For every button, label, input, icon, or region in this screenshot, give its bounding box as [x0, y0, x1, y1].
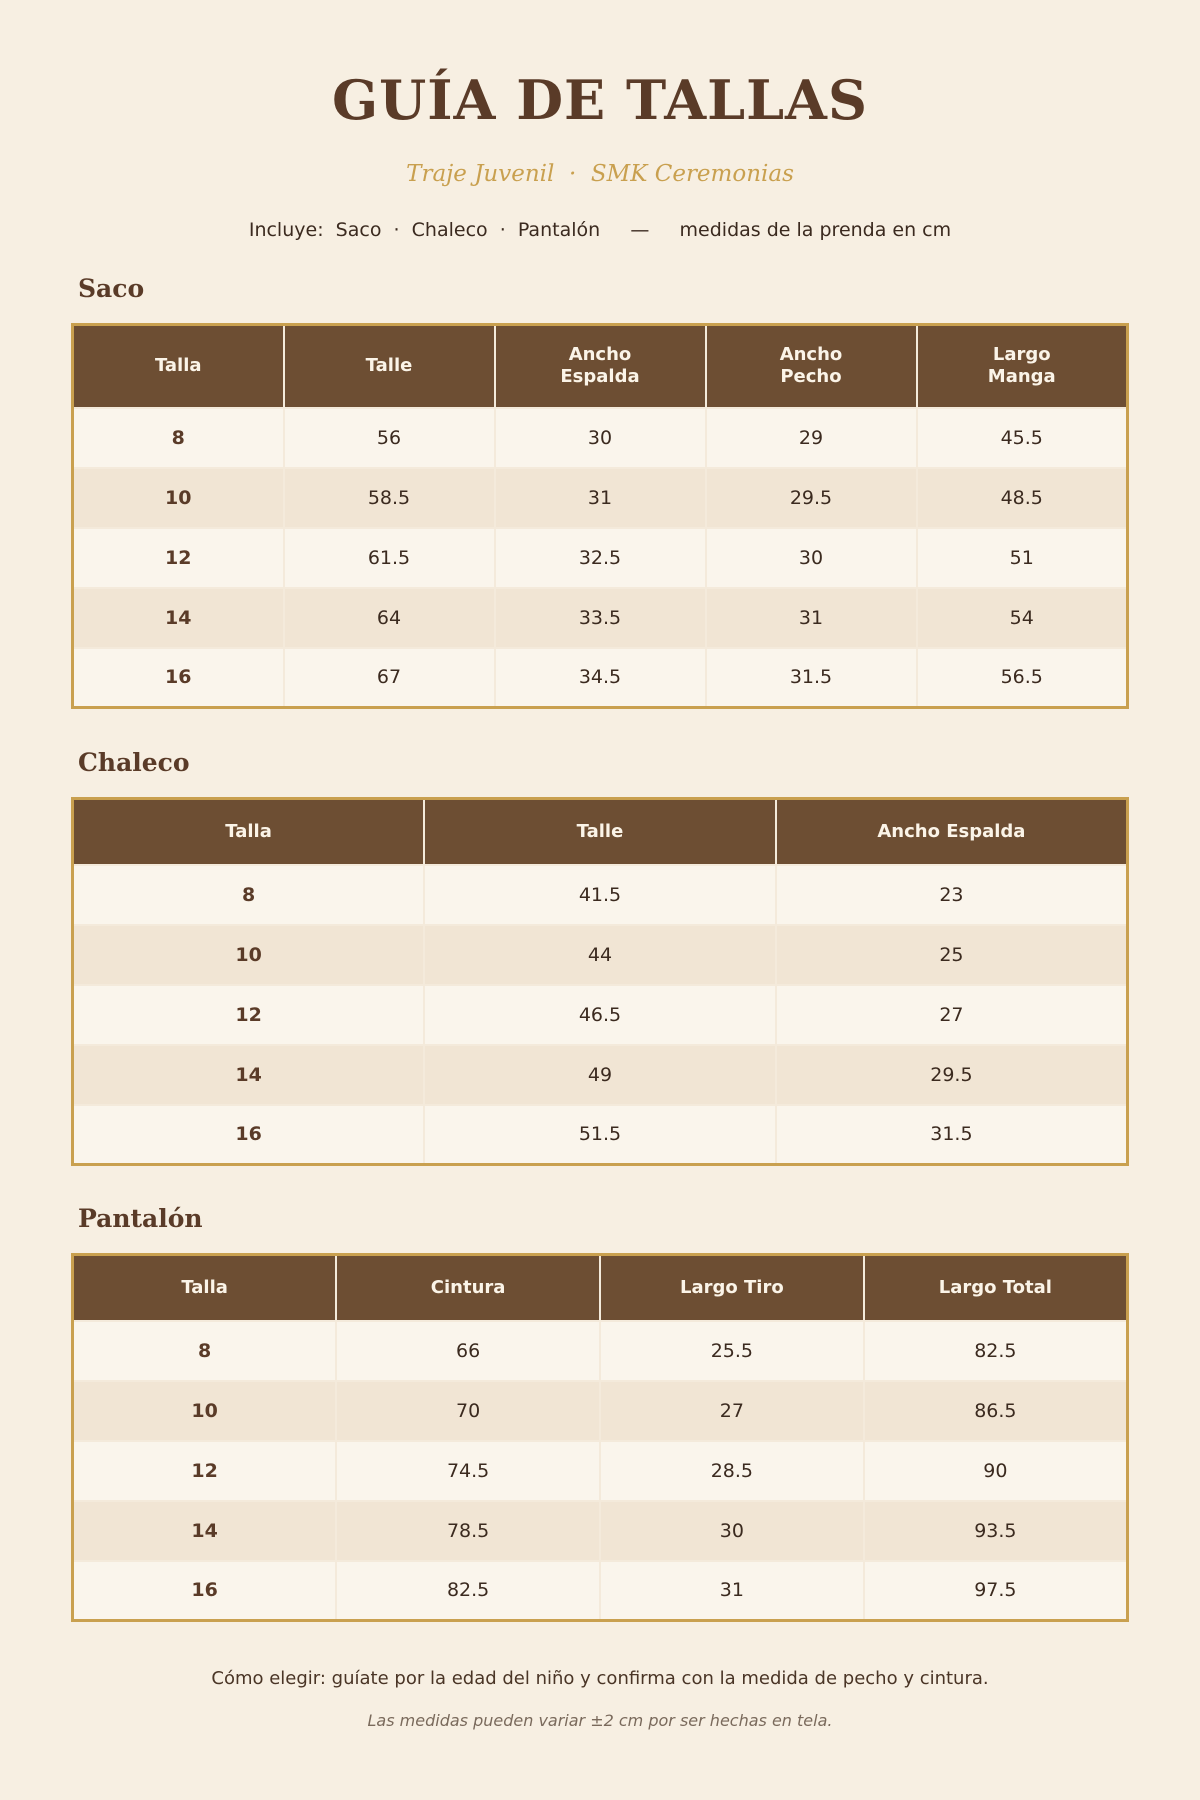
measurement-cell: 23 — [776, 865, 1128, 925]
measurement-cell: 93.5 — [864, 1501, 1128, 1561]
measurement-cell: 25.5 — [600, 1321, 864, 1381]
measurement-cell: 97.5 — [864, 1561, 1128, 1621]
measurement-cell: 58.5 — [284, 468, 495, 528]
column-header: Ancho Espalda — [776, 799, 1128, 865]
page-title: GUÍA DE TALLAS — [332, 68, 868, 132]
size-cell: 8 — [73, 408, 284, 468]
measurement-cell: 51.5 — [424, 1105, 776, 1165]
size-cell: 10 — [73, 468, 284, 528]
column-header: Cintura — [336, 1255, 600, 1321]
includes-line: Incluye: Saco · Chaleco · Pantalón — medidas de la prenda en cm — [248, 219, 952, 241]
measurement-cell: 27 — [776, 985, 1128, 1045]
size-cell: 16 — [73, 1561, 337, 1621]
measurement-cell: 90 — [864, 1441, 1128, 1501]
table-row — [73, 1501, 1128, 1561]
saco-table — [71, 323, 1129, 709]
column-header: Largo Tiro — [600, 1255, 864, 1321]
table-row — [73, 1321, 1128, 1381]
measurement-cell: 82.5 — [864, 1321, 1128, 1381]
table-row — [73, 408, 1128, 468]
measurement-cell: 74.5 — [336, 1441, 600, 1501]
table-header-row — [73, 799, 1128, 865]
pantalon-table — [71, 1253, 1129, 1622]
measurement-cell: 31 — [495, 468, 706, 528]
measurement-cell: 31 — [600, 1561, 864, 1621]
measurement-cell: 46.5 — [424, 985, 776, 1045]
measurement-cell: 66 — [336, 1321, 600, 1381]
measurement-cell: 30 — [600, 1501, 864, 1561]
measurement-cell: 25 — [776, 925, 1128, 985]
size-cell: 14 — [73, 1045, 425, 1105]
measurement-cell: 32.5 — [495, 528, 706, 588]
table-row — [73, 865, 1128, 925]
size-cell: 10 — [73, 1381, 337, 1441]
column-header: Talle — [284, 325, 495, 408]
measurement-cell: 41.5 — [424, 865, 776, 925]
measurement-cell: 31.5 — [776, 1105, 1128, 1165]
measurement-cell: 67 — [284, 648, 495, 708]
section-title-saco: Saco — [78, 274, 145, 303]
footer-disclaimer: Las medidas pueden variar ±2 cm por ser hechas en tela. — [367, 1711, 833, 1730]
table-row — [73, 648, 1128, 708]
measurement-cell: 61.5 — [284, 528, 495, 588]
measurement-cell: 27 — [600, 1381, 864, 1441]
size-cell: 12 — [73, 1441, 337, 1501]
section-title-pantalon: Pantalón — [78, 1204, 203, 1233]
table-row — [73, 925, 1128, 985]
size-cell: 16 — [73, 1105, 425, 1165]
table-row — [73, 468, 1128, 528]
measurement-cell: 29.5 — [776, 1045, 1128, 1105]
table-row — [73, 1561, 1128, 1621]
page-subtitle: Traje Juvenil · SMK Ceremonias — [406, 161, 794, 187]
measurement-cell: 82.5 — [336, 1561, 600, 1621]
size-cell: 10 — [73, 925, 425, 985]
size-cell: 16 — [73, 648, 284, 708]
table-row — [73, 1441, 1128, 1501]
column-header: Talla — [73, 1255, 337, 1321]
column-header: Talla — [73, 325, 284, 408]
measurement-cell: 86.5 — [864, 1381, 1128, 1441]
measurement-cell: 34.5 — [495, 648, 706, 708]
size-cell: 14 — [73, 588, 284, 648]
measurement-cell: 31 — [706, 588, 917, 648]
size-cell: 12 — [73, 985, 425, 1045]
table-header-row — [73, 325, 1128, 408]
table-row — [73, 528, 1128, 588]
table-row — [73, 1381, 1128, 1441]
size-cell: 14 — [73, 1501, 337, 1561]
table-header-row — [73, 1255, 1128, 1321]
measurement-cell: 31.5 — [706, 648, 917, 708]
measurement-cell: 30 — [495, 408, 706, 468]
measurement-cell: 28.5 — [600, 1441, 864, 1501]
measurement-cell: 29.5 — [706, 468, 917, 528]
measurement-cell: 70 — [336, 1381, 600, 1441]
measurement-cell: 29 — [706, 408, 917, 468]
measurement-cell: 48.5 — [917, 468, 1128, 528]
measurement-cell: 56 — [284, 408, 495, 468]
column-header: Ancho Pecho — [706, 325, 917, 408]
measurement-cell: 78.5 — [336, 1501, 600, 1561]
measurement-cell: 49 — [424, 1045, 776, 1105]
table-row — [73, 985, 1128, 1045]
measurement-cell: 30 — [706, 528, 917, 588]
size-cell: 12 — [73, 528, 284, 588]
footer-note: Cómo elegir: guíate por la edad del niño y confirma con la medida de pecho y cintura. — [211, 1668, 989, 1689]
measurement-cell: 33.5 — [495, 588, 706, 648]
measurement-cell: 45.5 — [917, 408, 1128, 468]
column-header: Largo Manga — [917, 325, 1128, 408]
column-header: Talla — [73, 799, 425, 865]
measurement-cell: 64 — [284, 588, 495, 648]
column-header: Ancho Espalda — [495, 325, 706, 408]
column-header: Largo Total — [864, 1255, 1128, 1321]
measurement-cell: 54 — [917, 588, 1128, 648]
measurement-cell: 51 — [917, 528, 1128, 588]
table-row — [73, 1105, 1128, 1165]
measurement-cell: 56.5 — [917, 648, 1128, 708]
size-cell: 8 — [73, 865, 425, 925]
size-cell: 8 — [73, 1321, 337, 1381]
table-row — [73, 588, 1128, 648]
section-title-chaleco: Chaleco — [78, 748, 190, 777]
measurement-cell: 44 — [424, 925, 776, 985]
column-header: Talle — [424, 799, 776, 865]
chaleco-table — [71, 797, 1129, 1166]
table-row — [73, 1045, 1128, 1105]
